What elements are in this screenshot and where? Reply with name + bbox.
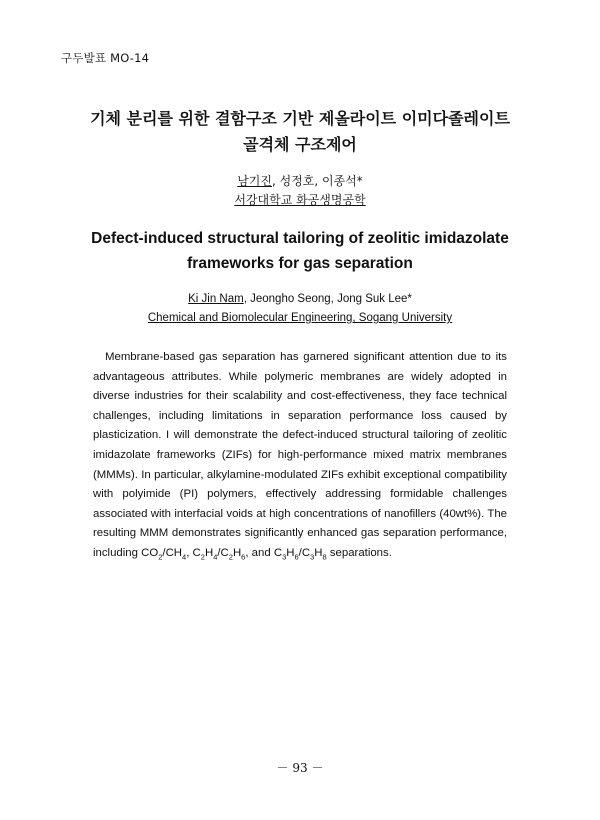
english-coauthors: , Jeongho Seong, Jong Suk Lee*: [243, 293, 412, 305]
english-authors: [0, 290, 600, 309]
korean-title: [0, 106, 600, 158]
english-title: [0, 226, 600, 276]
english-title-line2: frameworks for gas separation: [187, 255, 413, 272]
korean-authors: [0, 172, 600, 191]
abstract-body: [93, 348, 507, 564]
separator-1: ,: [186, 546, 190, 559]
korean-coauthors: , 성정호, 이종석*: [271, 174, 363, 188]
english-title-line1: Defect-induced structural tailoring of zeolitic imidazolate: [91, 230, 509, 247]
session-code: 구두발표 MO-14: [61, 51, 150, 65]
english-presenting-author: Ki Jin Nam: [188, 293, 244, 305]
abstract-ending: separations.: [329, 546, 392, 559]
separator-2: , and: [245, 546, 271, 559]
english-affiliation: Chemical and Biomolecular Engineering, Sogang University: [147, 312, 453, 324]
english-authors-block: [0, 290, 600, 328]
korean-title-line2: 골격체 구조제어: [243, 135, 357, 154]
korean-authors-block: [0, 172, 600, 210]
gas-pair-c2h4-c2h6: $C_2H_4/C_2H_6$: [192, 546, 246, 562]
gas-pair-co2-ch4: $CO_2/CH_4$: [141, 546, 187, 562]
gas-pair-c3h6-c3h8: $C_3H_6/C_3H_8$: [273, 546, 327, 562]
korean-title-line1: 기체 분리를 위한 결함구조 기반 제올라이트 이미다졸레이트: [90, 109, 510, 128]
korean-affiliation: 서강대학교 화공생명공학: [234, 193, 366, 207]
page-number: － 93 －: [276, 761, 324, 775]
korean-presenting-author: 남기진: [237, 174, 272, 188]
abstract-text: Membrane-based gas separation has garnered significant attention due to its advantageous attributes. While polymeric membranes are widely adopted in diverse industries for their scalability and cost-effectiveness, they face technical challenges, including limitations in separation performance loss caused by plasticization. I will demonstrate the defect-induced structural tailoring of zeolitic imidazolate frameworks (ZIFs) for high-performance mixed matrix membranes (MMMs). In particular, alkylamine-modulated ZIFs exhibit exceptional compatibility with polyimide (PI) polymers, effectively addressing formidable challenges associated with interfacial voids at high concentrations of nanofillers (40wt%). The resulting MMM demonstrates significantly enhanced gas separation performance, including: [93, 351, 507, 559]
